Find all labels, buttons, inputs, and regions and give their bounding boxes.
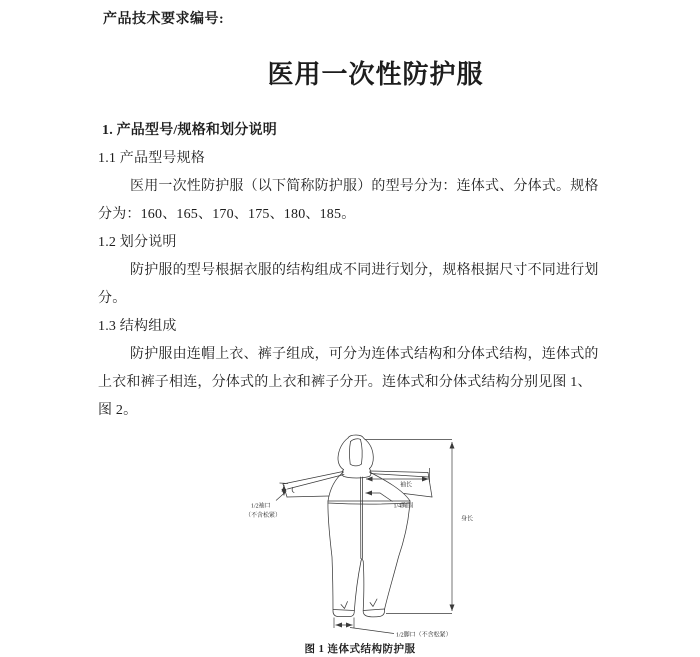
- section-1-3-line-3: 图 2。: [98, 403, 138, 418]
- label-body-length: 身长: [461, 516, 474, 523]
- doc-number-label: 产品技术要求编号:: [103, 12, 225, 27]
- label-half-cuff: 1/2袖口: [251, 503, 271, 510]
- section-1-3-line-2: 上衣和裤子相连，分体式的上衣和裤子分开。连体式和分体式结构分别见图 1、: [98, 375, 592, 390]
- section-1-heading: 1. 产品型号/规格和划分说明: [102, 123, 277, 138]
- figure-1: [240, 430, 480, 640]
- label-quarter-chest: 1/4胸围: [393, 503, 414, 510]
- figure-1-caption: 图 1 连体式结构防护服: [304, 644, 416, 655]
- section-1-1-line-1: 医用一次性防护服（以下简称防护服）的型号分为：连体式、分体式。规格: [130, 179, 599, 194]
- label-half-cuff-note: （不含松紧）: [245, 513, 282, 519]
- figure-1-coverall-diagram: [240, 430, 480, 640]
- page-title: 医用一次性防护服: [267, 60, 484, 89]
- section-1-3-line-1: 防护服由连帽上衣、裤子组成，可分为连体式结构和分体式结构，连体式的: [130, 347, 599, 362]
- section-1-1-heading: 1.1 产品型号规格: [98, 151, 205, 166]
- body-text: [98, 117, 613, 425]
- coverall-outline: [283, 435, 432, 617]
- section-1-2-line-2: 分。: [98, 291, 127, 306]
- label-half-leg-opening: 1/2脚口（不含松紧）: [396, 632, 452, 639]
- section-1-1-line-2: 分为：160、165、170、175、180、185。: [98, 207, 356, 222]
- section-1-2-line-1: 防护服的型号根据衣服的结构组成不同进行划分，规格根据尺寸不同进行划: [130, 263, 599, 278]
- dimension-lines: [276, 440, 452, 634]
- section-1-2-heading: 1.2 划分说明: [98, 235, 177, 250]
- label-sleeve-length: 袖长: [400, 482, 413, 489]
- section-1-3-heading: 1.3 结构组成: [98, 319, 177, 334]
